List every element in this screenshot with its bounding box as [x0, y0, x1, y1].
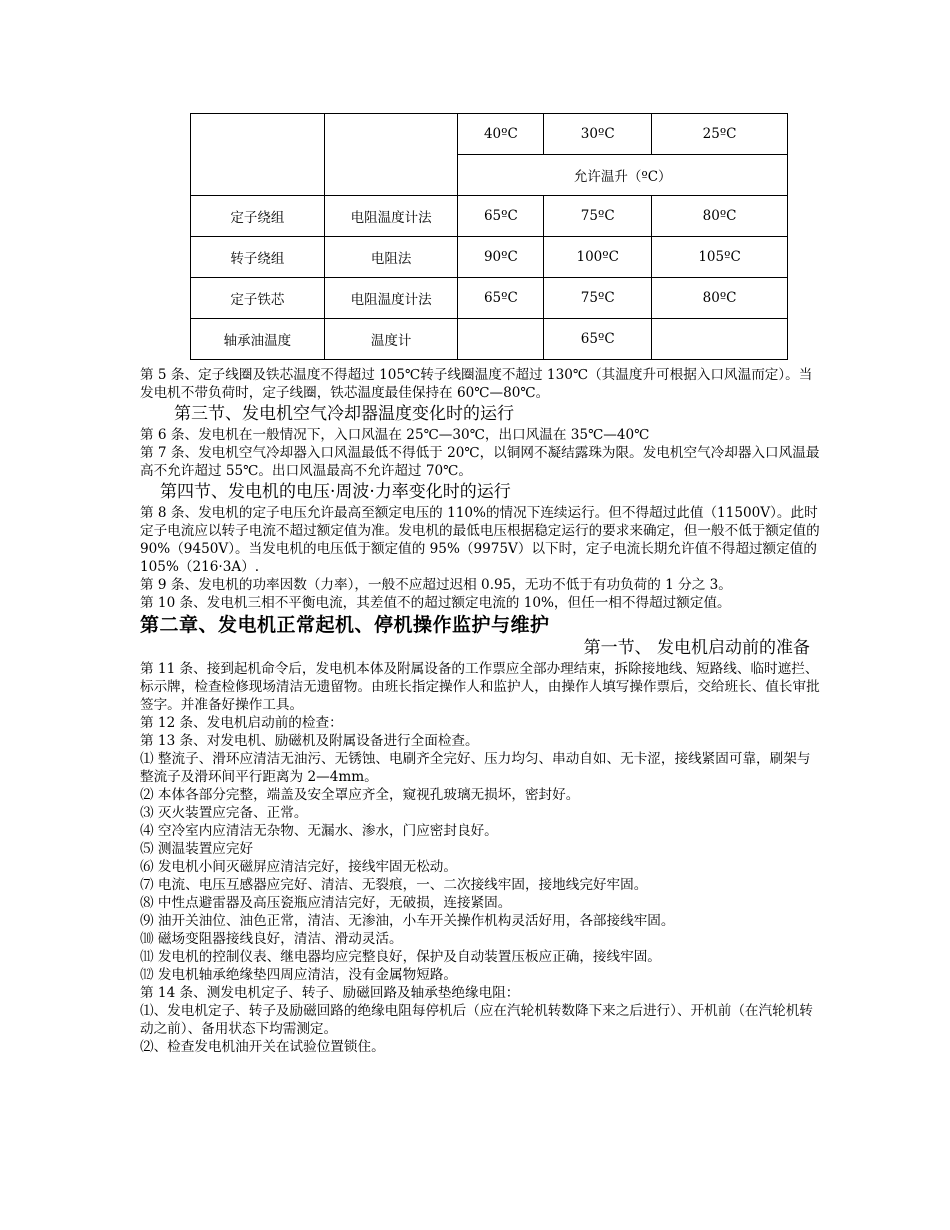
chapter-2-heading: 第二章、发电机正常起机、停机操作监护与维护: [140, 614, 550, 636]
list-item: ⑸ 测温装置应完好: [140, 841, 254, 857]
list-item: ⑹ 发电机小间灭磁屏应清洁完好，接线牢固无松动。: [140, 859, 457, 875]
table-cell-value: 100ºC: [544, 237, 652, 278]
table-cell-value: 65ºC: [458, 278, 544, 319]
article-7: 第 7 条、发电机空气冷却器入口风温最低不得低于 20℃，以铜网不凝结露珠为限。发电机空气冷却器入口风温最高不允许超过 55℃。出口风温最高不允许超过 70℃。: [140, 445, 820, 479]
list-item: ⑶ 灭火装置应完备、正常。: [140, 805, 308, 821]
table-header-rise: 允许温升（ºC）: [458, 155, 788, 196]
table-cell-empty: [652, 319, 788, 360]
article-14: 第 14 条、测发电机定子、转子、励磁回路及轴承垫绝缘电阻：: [140, 985, 520, 1001]
table-cell-value: 105ºC: [652, 237, 788, 278]
table-cell-method: 电阻温度计法: [324, 196, 458, 237]
table-cell-value: 80ºC: [652, 278, 788, 319]
table-cell-part: 定子铁芯: [191, 278, 325, 319]
table-cell-method: 电阻温度计法: [324, 278, 458, 319]
table-row: [191, 278, 788, 319]
article-9: 第 9 条、发电机的功率因数（力率），一般不应超过迟相 0.95，无功不低于有功负荷的 1 分之 3。: [140, 577, 732, 593]
section-4-heading: 第四节、发电机的电压·周波·力率变化时的运行: [160, 482, 511, 502]
list-item: ⑿ 发电机轴承绝缘垫四周应清洁，没有金属物短路。: [140, 967, 457, 983]
list-item: ⑵、检查发电机油开关在试验位置锁住。: [140, 1039, 385, 1055]
article-10: 第 10 条、发电机三相不平衡电流，其差值不的超过额定电流的 10%，但任一相不得超过额定值。: [140, 595, 731, 611]
article-13: 第 13 条、对发电机、励磁机及附属设备进行全面检查。: [140, 733, 479, 749]
table-cell-part: 定子绕组: [191, 196, 325, 237]
article-12: 第 12 条、发电机启动前的检查：: [140, 715, 343, 731]
list-item: ⑵ 本体各部分完整，端盖及安全罩应齐全，窥视孔玻璃无损坏，密封好。: [140, 787, 580, 803]
list-item: ⑴ 整流子、滑环应清洁无油污、无锈蚀、电刷齐全完好、压力均匀、串动自如、无卡涩，接线紧固可靠，刷架与整流子及滑环间平行距离为 2—4mm。: [140, 751, 811, 785]
article-11: 第 11 条、接到起机命令后，发电机本体及附属设备的工作票应全部办理结束，拆除接地线、短路线、临时遮拦、标示牌，检查检修现场清洁无遗留物。由班长指定操作人和监护人，由操作人填写操作票后，交给班长、值长审批签字。并准备好操作工具。: [140, 661, 820, 713]
table-row: [191, 114, 788, 155]
list-item: ⑴、发电机定子、转子及励磁回路的绝缘电阻每停机后（应在汽轮机转数降下来之后进行）、开机前（在汽轮机转动之前）、备用状态下均需测定。: [140, 1003, 813, 1037]
table-header-25: 25ºC: [652, 114, 788, 155]
list-item: ⑷ 空冷室内应清洁无杂物、无漏水、渗水，门应密封良好。: [140, 823, 498, 839]
table-cell-value: 75ºC: [544, 196, 652, 237]
list-item: ⑾ 发电机的控制仪表、继电器均应完整良好，保护及自动装置压板应正确，接线牢固。: [140, 949, 661, 965]
table-row: [191, 319, 788, 360]
table-cell-value: 80ºC: [652, 196, 788, 237]
table-cell-value: 90ºC: [458, 237, 544, 278]
table-row: [191, 196, 788, 237]
list-item: ⑺ 电流、电压互感器应完好、清洁、无裂痕，一、二次接线牢固，接地线完好牢固。: [140, 877, 648, 893]
section-1-heading: 第一节、 发电机启动前的准备: [583, 638, 810, 658]
table-cell-value: 75ºC: [544, 278, 652, 319]
table-cell-empty: [324, 114, 458, 196]
table-row: [191, 237, 788, 278]
table-header-40: 40ºC: [458, 114, 544, 155]
document-body: [140, 366, 820, 1056]
list-item: ⑽ 磁场变阻器接线良好，清洁、滑动灵活。: [140, 931, 403, 947]
article-8: 第 8 条、发电机的定子电压允许最高至额定电压的 110%的情况下连续运行。但不得超过此值（11500V）。此时定子电流应以转子电流不超过额定值为准。发电机的最低电压根据稳定运行的要求来确定，但一般不低于额定值的 90%（9450V）。当发电机的电压低于额定值的 95%（9975V）以下时，定子电流长期允许值不得超过额定值的 105%（216·3A）.: [140, 505, 820, 575]
article-5: 第 5 条、定子线圈及铁芯温度不得超过 105℃转子线圈温度不超过 130℃（其温度升可根据入口风温而定）。当发电机不带负荷时，定子线圈，铁芯温度最佳保持在 60℃—80℃。: [140, 367, 813, 401]
list-item: ⑻ 中性点避雷器及高压瓷瓶应清洁完好，无破损，连接紧固。: [140, 895, 512, 911]
table-cell-method: 电阻法: [324, 237, 458, 278]
table-cell-empty: [191, 114, 325, 196]
article-6: 第 6 条、发电机在一般情况下，入口风温在 25℃—30℃，出口风温在 35℃—40℃: [140, 427, 650, 443]
list-item: ⑼ 油开关油位、油色正常，清洁、无渗油，小车开关操作机构灵活好用，各部接线牢固。: [140, 913, 675, 929]
temperature-rise-table: [190, 113, 788, 360]
table-cell-part: 转子绕组: [191, 237, 325, 278]
table-cell-empty: [458, 319, 544, 360]
section-3-heading: 第三节、发电机空气冷却器温度变化时的运行: [174, 404, 514, 424]
table-cell-value: 65ºC: [544, 319, 652, 360]
table-cell-value: 65ºC: [458, 196, 544, 237]
table-header-30: 30ºC: [544, 114, 652, 155]
table-cell-part: 轴承油温度: [191, 319, 325, 360]
table-cell-method: 温度计: [324, 319, 458, 360]
